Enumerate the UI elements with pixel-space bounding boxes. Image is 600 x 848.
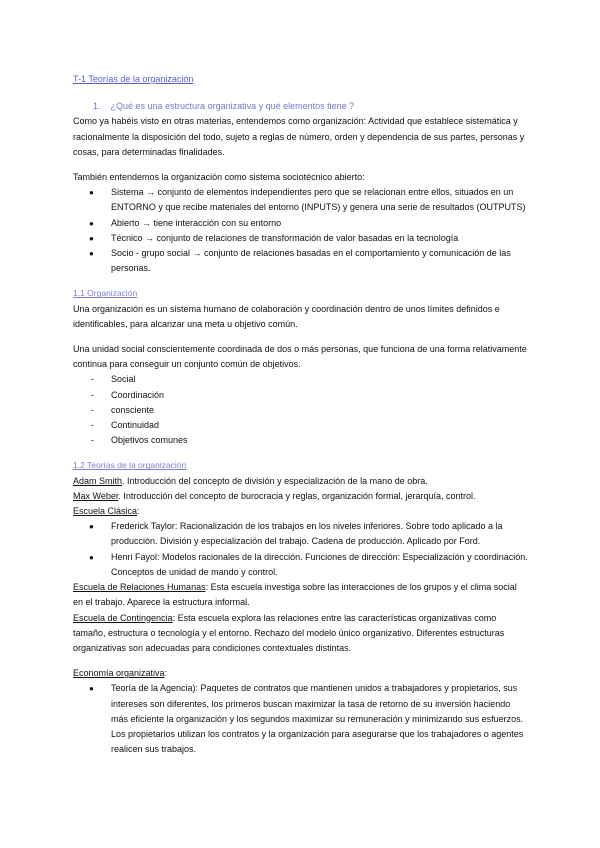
list-item: - Coordinación [73,388,528,403]
list-item: - consciente [73,403,528,418]
question-heading [73,99,528,114]
list-item: ● Socio - grupo social → conjunto de relaciones basadas en el comportamiento y comunicación de las personas. [73,246,528,276]
list-item: - Continuidad [73,418,528,433]
organization-definition: Una organización es un sistema humano de colaboración y coordinación dentro de unos límites definidos e identificables, para alcanzar una meta u objetivo común. [73,303,500,329]
adam-smith-text: . Introducción del concepto de división y especialización de la mano de obra. [122,475,428,486]
max-weber-name: Max Weber [73,490,119,501]
list-item: ● Henri Fayol: Modelos racionales de la dirección. Funciones de dirección: Especialización y coordinación. Conceptos de unidad de mando y control. [73,550,528,580]
document-page [73,72,528,757]
escuela-clasica-label: Escuela Clásica [73,506,138,517]
relaciones-humanas-text: : Esta escuela investiga sobre las interacciones de los grupos y el clima social en el trabajo. Aparece la estructura informal. [73,582,517,608]
list-item: ● Teoría de la Agencia): Paquetes de contratos que mantienen unidos a trabajadores y propietarios, sus intereses son diferentes, los primeros buscan maximizar la tasa de retorno de su inversión haciendo más eficiente la organización y los segundos maximizar su remuneración y minimizando sus esfuerzos. Los propietarios utilizan los contratos y la organización para asegurarse que los trabajadores o agentes realicen sus trabajos. [73,681,528,757]
contingencia-label: Escuela de Contingencia [73,612,173,623]
escuela-clasica-list [73,519,528,580]
list-item: ● Frederick Taylor: Racionalización de los trabajos en los niveles inferiores. Sobre todo aplicado a la producción. División y especialización del trabajo. Cadena de producción. Aplicado por Ford. [73,519,528,549]
economia-label: Economía organizativa [73,668,165,679]
list-item: - Objetivos comunes [73,433,528,448]
contingencia-text: : Esta escuela explora las relaciones entre las características organizativas como tamaño, estructura o tecnología y el entorno. Rechazo del modelo único organizativo. Diferentes estructuras organizativas son adecuadas para condiciones contextuales distintas. [73,612,505,653]
section-heading-1-1: 1.1 Organización [73,288,138,299]
document-title: T-1 Teorías de la organización [73,74,194,84]
list-item: ● Abierto → tiene interacción con su entorno [73,216,528,231]
list-item: ● Técnico → conjunto de relaciones de transformación de valor basadas en la tecnología [73,231,528,246]
adam-smith-line [73,474,528,489]
question-text: ¿Qué es una estructura organizativa y qué elementos tiene ? [110,101,355,112]
max-weber-text: . Introducción del concepto de burocracia y reglas, organización formal, jerarquía, control. [118,490,476,501]
list-item: ● Sistema → conjunto de elementos independientes pero que se relacionan entre ellos, situados en un ENTORNO y que recibe materiales del entorno (INPUTS) y genera una serie de resultados (OUTPUTS) [73,185,528,215]
economia-heading [73,666,528,681]
socio-intro: También entendemos la organización como sistema sociotécnico abierto: [73,172,365,183]
question-number: 1. [93,101,101,112]
elements-list [73,372,528,448]
list-item: - Social [73,372,528,387]
relaciones-humanas-paragraph [73,580,528,610]
economia-colon: : [164,668,168,679]
escuela-clasica-colon: : [137,506,140,517]
intro-paragraph: Como ya habéis visto en otras materias, entendemos como organización: Actividad que establece sistemática y racionalmente la disposición del todo, sujeto a reglas de número, orden y dependencia de sus partes, personas y cosas, para determinadas finalidades. [73,116,525,157]
socio-list [73,185,528,276]
relaciones-humanas-label: Escuela de Relaciones Humanas [73,582,206,593]
economia-list [73,681,528,757]
section-heading-1-2: 1.2 Teorías de la organización [73,460,187,471]
escuela-clasica-line [73,504,528,519]
social-unit-definition: Una unidad social conscientemente coordinada de dos o más personas, que funciona de una forma relativamente continua para conseguir un conjunto común de objetivos. [73,344,527,370]
contingencia-paragraph [73,611,528,657]
max-weber-line [73,489,528,504]
adam-smith-name: Adam Smith [73,475,123,486]
